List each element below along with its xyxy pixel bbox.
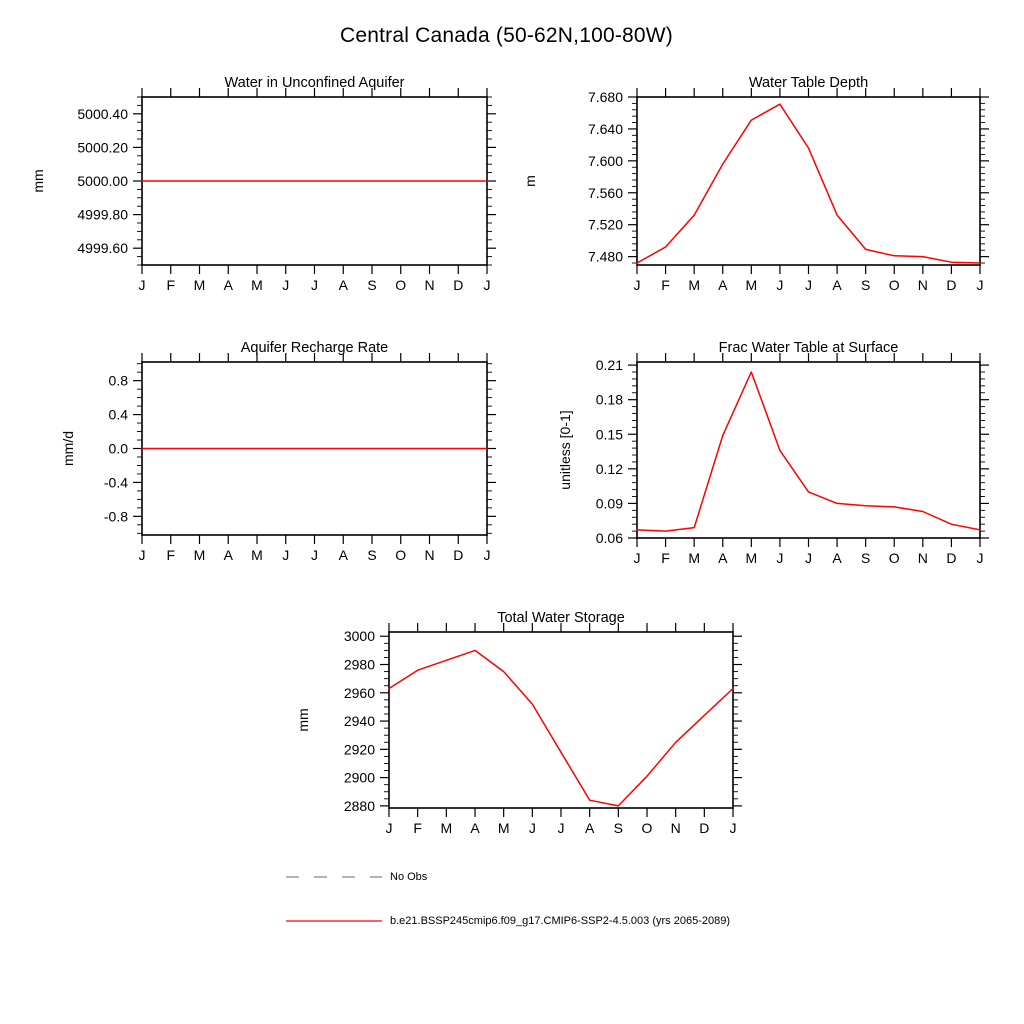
model-line-sample-icon — [285, 915, 383, 927]
x-tick-label: J — [805, 550, 812, 566]
y-tick-label: 0.09 — [595, 495, 623, 512]
y-axis-label: mm — [30, 169, 46, 193]
x-tick-label: M — [497, 820, 510, 836]
x-tick-label: N — [917, 550, 928, 566]
y-tick-label: 2980 — [343, 656, 375, 673]
x-tick-label: J — [385, 820, 393, 836]
x-tick-label: S — [367, 547, 377, 563]
x-tick-label: A — [832, 550, 842, 566]
chart-title: Water in Unconfined Aquifer — [224, 75, 405, 91]
x-tick-label: S — [613, 820, 624, 836]
x-tick-label: J — [138, 277, 146, 293]
x-tick-label: J — [976, 550, 984, 566]
y-tick-label: 4999.80 — [77, 206, 128, 223]
x-tick-label: J — [528, 820, 536, 836]
x-tick-label: S — [860, 277, 871, 293]
x-tick-label: J — [311, 547, 318, 563]
x-tick-label: O — [395, 277, 407, 293]
y-tick-label: 7.480 — [587, 248, 623, 265]
x-tick-label: A — [223, 547, 233, 563]
y-tick-label: 5000.20 — [77, 139, 128, 156]
plot-frame — [637, 362, 980, 538]
chart-3 — [17, 328, 505, 575]
x-tick-label: J — [633, 277, 641, 293]
x-tick-label: O — [888, 277, 900, 293]
plot-frame — [389, 632, 733, 808]
x-tick-label: N — [917, 277, 928, 293]
x-tick-label: O — [888, 550, 900, 566]
x-tick-label: A — [718, 550, 728, 566]
chart-5 — [264, 598, 751, 848]
y-tick-label: 2880 — [343, 797, 375, 814]
x-tick-label: J — [138, 547, 146, 563]
y-tick-label: 0.4 — [108, 406, 128, 423]
x-tick-label: M — [745, 277, 758, 293]
x-tick-label: J — [282, 277, 290, 293]
x-tick-label: O — [395, 547, 407, 563]
chart-4 — [512, 328, 998, 578]
x-tick-label: M — [193, 547, 206, 563]
x-tick-label: N — [670, 820, 681, 836]
x-tick-label: M — [251, 547, 263, 563]
chart-2 — [512, 63, 998, 305]
x-tick-label: J — [557, 820, 565, 836]
x-tick-label: F — [166, 547, 176, 563]
page-title: Central Canada (50-62N,100-80W) — [339, 24, 674, 47]
y-tick-label: 0.21 — [595, 357, 623, 374]
y-tick-label: 2920 — [343, 741, 375, 758]
x-tick-label: J — [311, 277, 318, 293]
x-tick-label: F — [413, 820, 422, 836]
y-tick-label: 7.640 — [587, 120, 623, 137]
x-tick-label: O — [641, 820, 653, 836]
data-line — [637, 372, 980, 531]
data-line — [389, 650, 733, 806]
x-tick-label: A — [338, 547, 348, 563]
y-tick-label: -0.4 — [103, 474, 128, 491]
y-tick-label: -0.8 — [103, 508, 128, 525]
x-tick-label: A — [584, 820, 595, 836]
x-tick-label: D — [453, 547, 464, 563]
x-tick-label: A — [718, 277, 728, 293]
x-tick-label: M — [688, 277, 701, 293]
legend-label-model: b.e21.BSSP245cmip6.f09_g17.CMIP6-SSP2-4.5.003 (yrs 2065-2089) — [390, 915, 730, 927]
y-tick-label: 0.06 — [595, 530, 623, 546]
y-tick-label: 0.0 — [108, 440, 128, 457]
y-tick-label: 2900 — [343, 769, 375, 786]
y-tick-label: 0.8 — [108, 372, 128, 389]
chart-title: Total Water Storage — [497, 610, 625, 626]
x-tick-label: F — [661, 277, 670, 293]
y-tick-label: 7.600 — [587, 152, 623, 169]
x-tick-label: S — [367, 277, 377, 293]
x-tick-label: J — [776, 550, 784, 566]
no-obs-line-sample-icon — [285, 871, 383, 883]
plot-frame — [637, 97, 980, 265]
x-tick-label: D — [453, 277, 464, 293]
y-tick-label: 4999.60 — [77, 240, 128, 257]
chart-title: Water Table Depth — [748, 75, 869, 91]
legend-row-model — [285, 915, 730, 927]
x-tick-label: A — [470, 820, 480, 836]
y-tick-label: 2940 — [343, 713, 375, 730]
data-line — [637, 104, 980, 263]
y-tick-label: 7.560 — [587, 184, 623, 201]
y-tick-label: 7.520 — [587, 216, 623, 233]
y-axis-label: mm — [295, 708, 311, 732]
y-tick-label: 0.12 — [595, 460, 623, 477]
legend-row-no-obs — [285, 871, 427, 883]
y-tick-label: 5000.00 — [77, 173, 128, 189]
x-tick-label: N — [424, 277, 435, 293]
x-tick-label: M — [193, 277, 206, 293]
x-tick-label: D — [946, 277, 957, 293]
y-axis-label: m — [522, 175, 538, 187]
x-tick-label: J — [483, 277, 491, 293]
chart-1 — [17, 63, 505, 305]
chart-title: Frac Water Table at Surface — [718, 340, 899, 356]
y-tick-label: 3000 — [343, 628, 375, 645]
x-tick-label: N — [424, 547, 435, 563]
x-tick-label: S — [860, 550, 871, 566]
x-tick-label: J — [483, 547, 491, 563]
x-tick-label: D — [946, 550, 957, 566]
x-tick-label: J — [776, 277, 784, 293]
x-tick-label: F — [661, 550, 670, 566]
x-tick-label: A — [223, 277, 233, 293]
y-tick-label: 0.18 — [595, 391, 623, 408]
y-tick-label: 7.680 — [587, 89, 623, 105]
x-tick-label: J — [633, 550, 641, 566]
y-tick-label: 2960 — [343, 684, 375, 701]
legend-label-no-obs: No Obs — [390, 871, 428, 883]
y-tick-label: 0.15 — [595, 426, 623, 443]
x-tick-label: J — [976, 277, 984, 293]
x-tick-label: A — [338, 277, 348, 293]
x-tick-label: J — [805, 277, 812, 293]
x-tick-label: J — [282, 547, 290, 563]
x-tick-label: M — [251, 277, 263, 293]
x-tick-label: M — [688, 550, 701, 566]
x-tick-label: F — [166, 277, 176, 293]
y-axis-label: unitless [0-1] — [557, 410, 573, 490]
y-tick-label: 5000.40 — [77, 105, 128, 122]
x-tick-label: J — [729, 820, 737, 836]
x-tick-label: D — [699, 820, 710, 836]
x-tick-label: M — [745, 550, 758, 566]
x-tick-label: M — [440, 820, 453, 836]
x-tick-label: A — [832, 277, 842, 293]
chart-title: Aquifer Recharge Rate — [240, 340, 389, 356]
y-axis-label: mm/d — [60, 431, 76, 466]
